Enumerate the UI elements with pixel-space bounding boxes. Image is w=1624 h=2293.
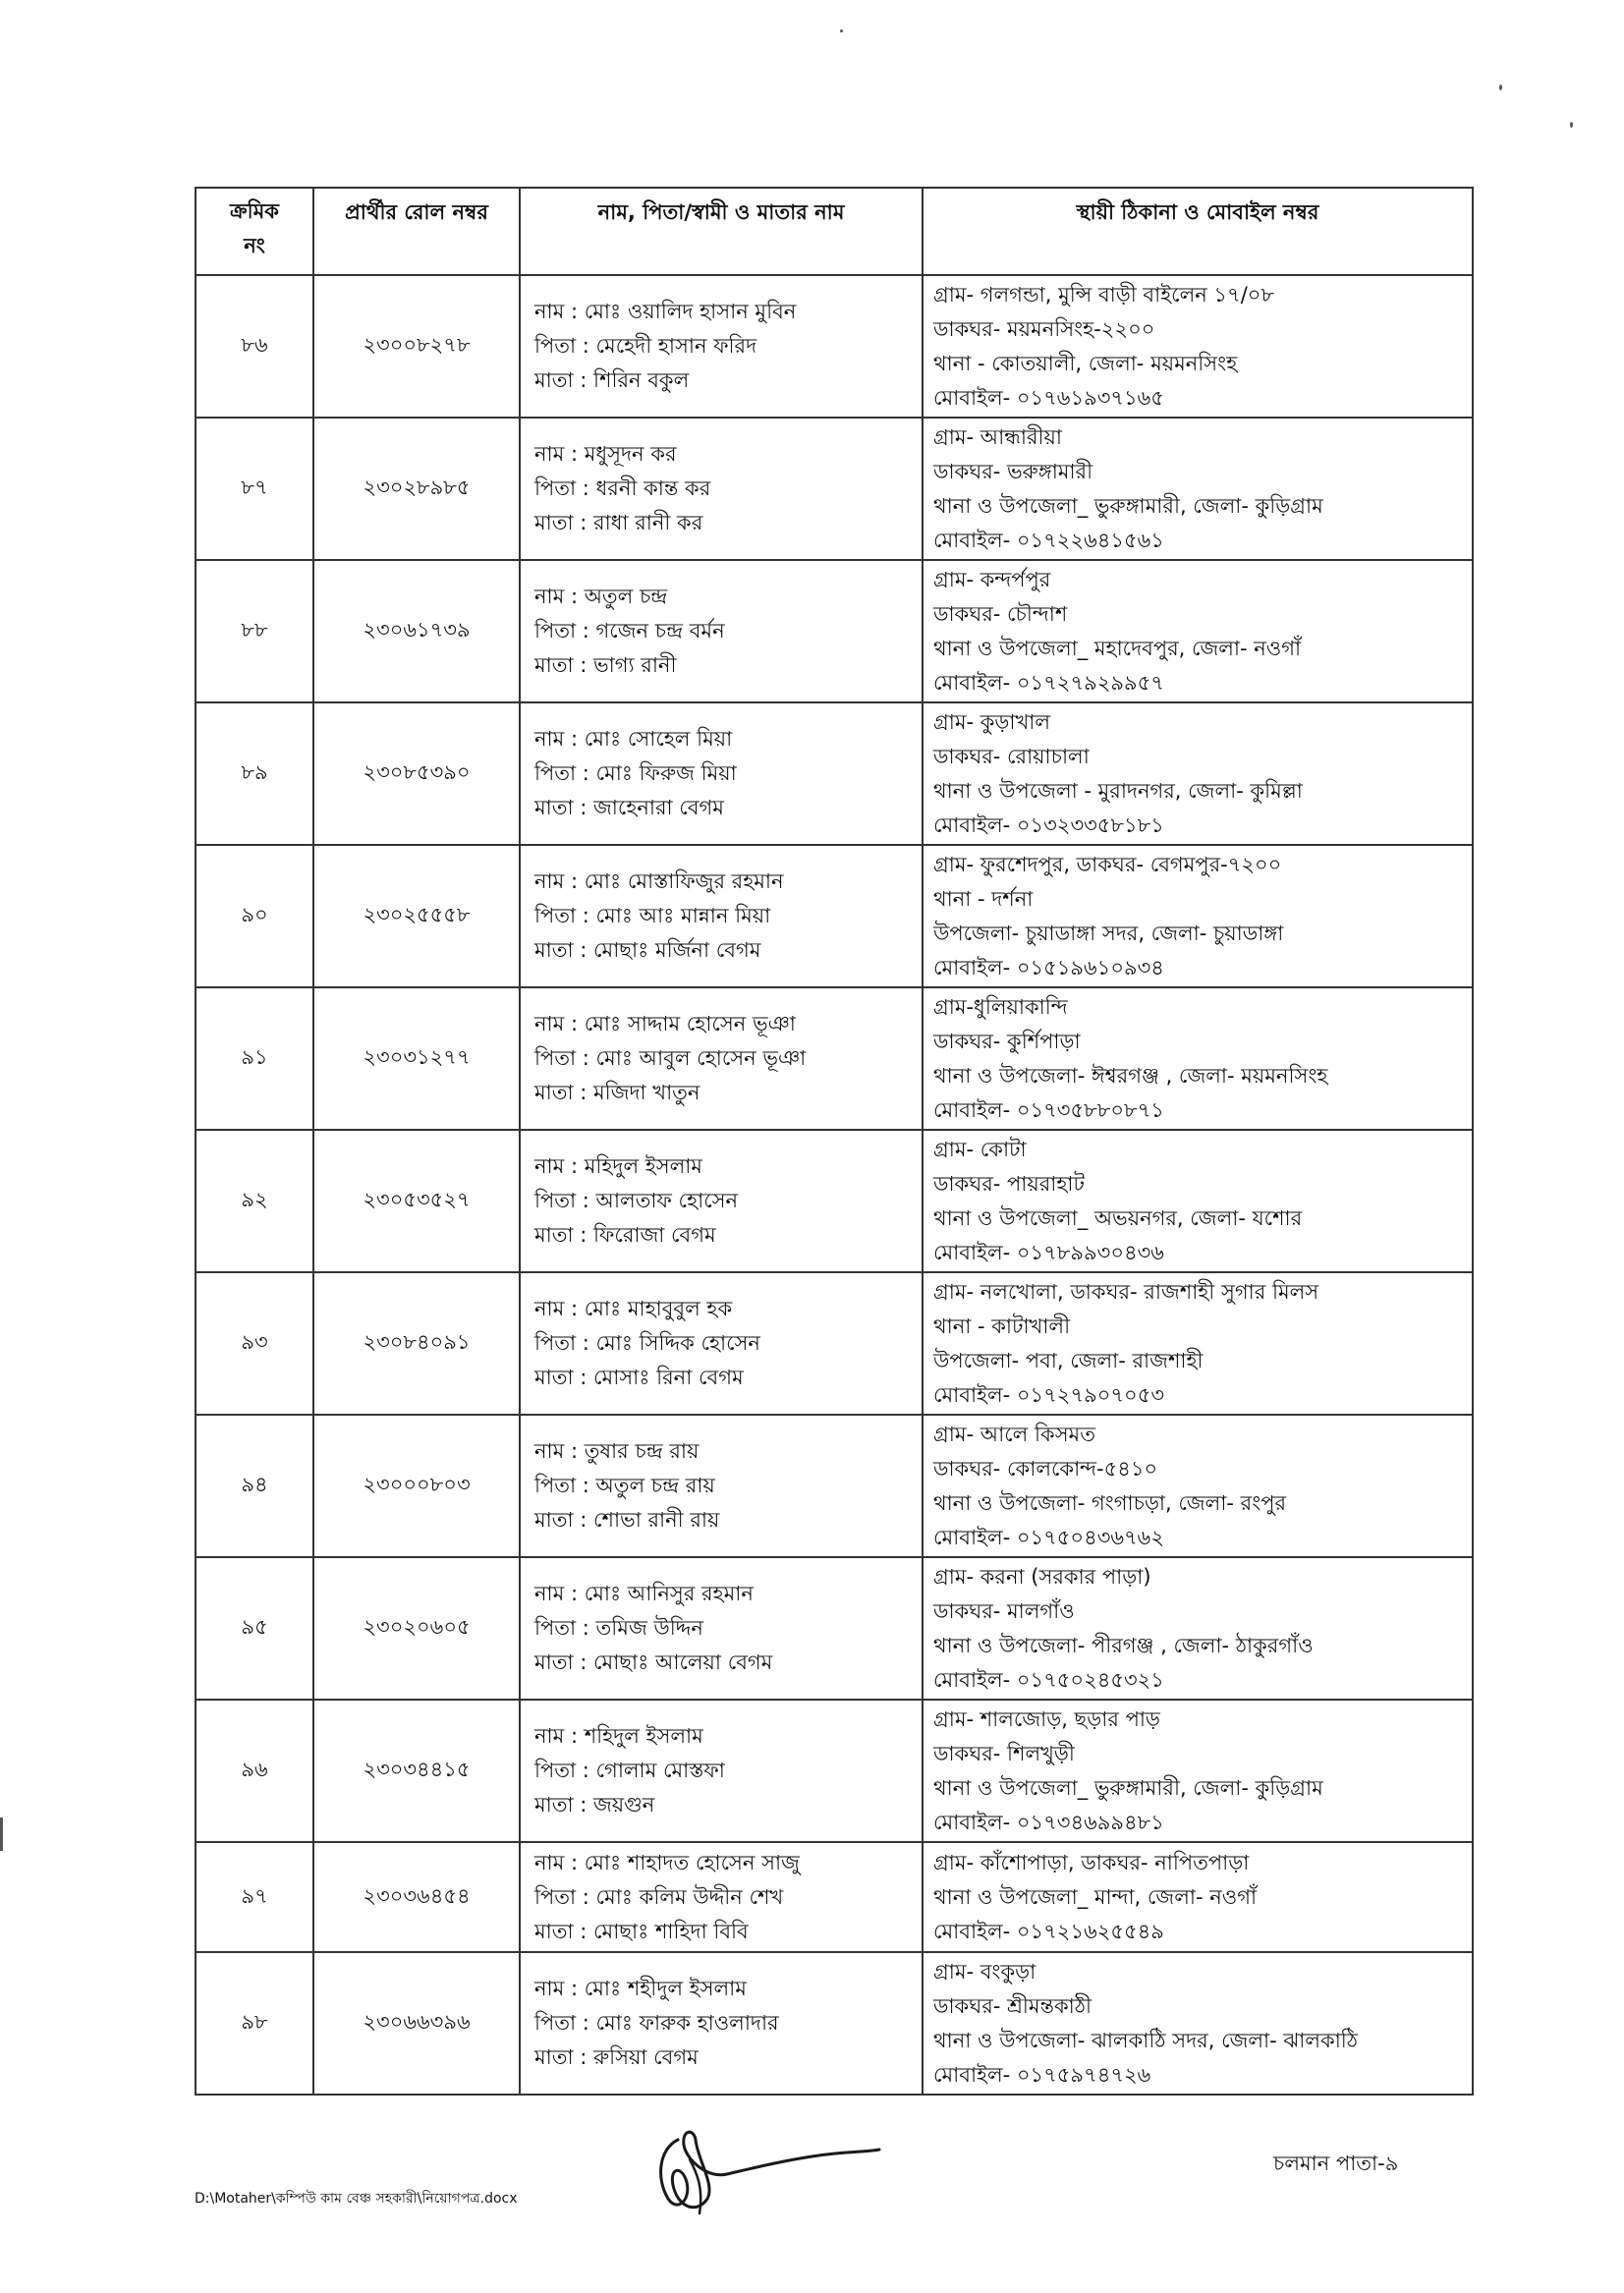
table-row xyxy=(196,702,1473,845)
father-line: পিতা : মোঃ ফিরুজ মিয়া xyxy=(534,761,737,785)
serial-cell: ৯৮ xyxy=(196,1952,313,2095)
table-row xyxy=(196,418,1473,560)
address-cell xyxy=(923,1415,1473,1557)
mother-line: মাতা : শিরিন বকুল xyxy=(534,368,690,392)
mother-line: মাতা : মজিদা খাতুন xyxy=(534,1081,700,1104)
names-cell xyxy=(520,987,923,1130)
roll-cell: ২৩০৩৪৪১৫ xyxy=(313,1700,520,1842)
serial-cell: ৮৬ xyxy=(196,275,313,418)
address-line: থানা - কাটাখালী xyxy=(933,1314,1071,1338)
address-line: মোবাইল- ০১৭৩৪৬৯৯৪৮১ xyxy=(933,1810,1164,1834)
father-line: পিতা : মোঃ ফারুক হাওলাদার xyxy=(534,2011,779,2035)
names-cell xyxy=(520,1700,923,1842)
roll-cell: ২৩০০০৮০৩ xyxy=(313,1415,520,1557)
mother-line: মাতা : মোছাঃ মর্জিনা বেগম xyxy=(534,938,761,962)
names-cell xyxy=(520,1557,923,1700)
table-header-row xyxy=(196,188,1473,275)
roll-cell: ২৩০৫৩৫২৭ xyxy=(313,1130,520,1272)
address-cell xyxy=(923,1700,1473,1842)
mother-line: মাতা : জয়গুন xyxy=(534,1793,655,1817)
name-line: নাম : অতুল চন্দ্র xyxy=(534,585,668,608)
name-line: নাম : মোঃ সোহেল মিয়া xyxy=(534,727,733,751)
address-line: থানা ও উপজেলা_ অভয়নগর, জেলা- যশোর xyxy=(933,1205,1303,1230)
address-line: ডাকঘর- মালগাঁও xyxy=(933,1598,1075,1623)
father-line: পিতা : আলতাফ হোসেন xyxy=(534,1189,739,1212)
address-line: ডাকঘর- শ্রীমন্তকাঠী xyxy=(933,1993,1092,2018)
address-line: ডাকঘর- ভরুঙ্গামারী xyxy=(933,459,1093,483)
address-cell xyxy=(923,702,1473,845)
name-line: নাম : মোঃ মাহাবুবুল হক xyxy=(534,1297,733,1320)
name-line: নাম : মধুসূদন কর xyxy=(534,442,677,466)
father-line: পিতা : তমিজ উদ্দিন xyxy=(534,1616,703,1640)
address-line: গ্রাম- কাঁশোপাড়া, ডাকঘর- নাপিতপাড়া xyxy=(933,1850,1250,1874)
address-cell xyxy=(923,418,1473,560)
header-names: নাম, পিতা/স্বামী ও মাতার নাম xyxy=(520,188,923,275)
address-cell xyxy=(923,1557,1473,1700)
names-cell xyxy=(520,1130,923,1272)
serial-cell: ৯৫ xyxy=(196,1557,313,1700)
address-line: ডাকঘর- কোলকোন্দ-৫৪১০ xyxy=(933,1456,1158,1481)
address-cell xyxy=(923,1952,1473,2095)
table-row xyxy=(196,560,1473,702)
candidate-table xyxy=(195,187,1474,2096)
address-cell xyxy=(923,1842,1473,1952)
roll-cell: ২৩০২৫৫৫৮ xyxy=(313,845,520,987)
name-line: নাম : মোঃ শাহাদত হোসেন সাজু xyxy=(534,1850,800,1874)
address-cell xyxy=(923,1272,1473,1415)
serial-cell: ৯২ xyxy=(196,1130,313,1272)
father-line: পিতা : মোঃ আঃ মান্নান মিয়া xyxy=(534,904,771,927)
names-cell xyxy=(520,702,923,845)
address-line: থানা ও উপজেলা_ মান্দা, জেলা- নওগাঁ xyxy=(933,1884,1258,1909)
scan-speck xyxy=(1570,122,1573,128)
address-cell xyxy=(923,275,1473,418)
serial-cell: ৯৭ xyxy=(196,1842,313,1952)
serial-cell: ৯৪ xyxy=(196,1415,313,1557)
roll-cell: ২৩০৮৫৩৯০ xyxy=(313,702,520,845)
address-line: গ্রাম- আলে কিসমত xyxy=(933,1422,1095,1446)
table-row xyxy=(196,1842,1473,1952)
header-roll: প্রার্থীর রোল নম্বর xyxy=(313,188,520,275)
table-row xyxy=(196,1557,1473,1700)
names-cell xyxy=(520,275,923,418)
address-line: গ্রাম- কন্দর্পপুর xyxy=(933,567,1051,591)
names-cell xyxy=(520,1272,923,1415)
address-line: ডাকঘর- পায়রাহাট xyxy=(933,1171,1085,1196)
serial-cell: ৮৮ xyxy=(196,560,313,702)
address-line: থানা - কোতয়ালী, জেলা- ময়মনসিংহ xyxy=(933,351,1238,375)
header-serial xyxy=(196,188,313,275)
address-line: মোবাইল- ০১৭৮৯৯৩০৪৩৬ xyxy=(933,1240,1164,1264)
roll-cell: ২৩০৬৬৩৯৬ xyxy=(313,1952,520,2095)
mother-line: মাতা : জাহেনারা বেগম xyxy=(534,796,724,819)
serial-cell: ৮৭ xyxy=(196,418,313,560)
table-row xyxy=(196,1272,1473,1415)
serial-cell: ৯৩ xyxy=(196,1272,313,1415)
name-line: নাম : মোঃ সাদ্দাম হোসেন ভূঞা xyxy=(534,1012,796,1035)
address-line: ডাকঘর- ময়মনসিংহ-২২০০ xyxy=(933,316,1155,341)
names-cell xyxy=(520,845,923,987)
mother-line: মাতা : মোসাঃ রিনা বেগম xyxy=(534,1366,744,1389)
roll-cell: ২৩০৩১২৭৭ xyxy=(313,987,520,1130)
name-line: নাম : মোঃ আনিসুর রহমান xyxy=(534,1582,754,1605)
address-cell xyxy=(923,560,1473,702)
address-line: মোবাইল- ০১৩২৩৩৫৮১৮১ xyxy=(933,812,1164,837)
address-line: উপজেলা- চুয়াডাঙ্গা সদর, জেলা- চুয়াডাঙ্গা xyxy=(933,921,1284,945)
names-cell xyxy=(520,560,923,702)
address-line: গ্রাম- শালজোড়, ছড়ার পাড় xyxy=(933,1706,1160,1731)
table-row xyxy=(196,845,1473,987)
address-line: ডাকঘর- কুর্শিপাড়া xyxy=(933,1029,1081,1053)
address-line: গ্রাম- গলগন্ডা, মুন্সি বাড়ী বাইলেন ১৭/০৮ xyxy=(933,282,1275,307)
address-line: মোবাইল- ০১৭৫৯৭৪৭২৬ xyxy=(933,2062,1151,2087)
father-line: পিতা : মোঃ আবুল হোসেন ভূঞা xyxy=(534,1046,807,1070)
mother-line: মাতা : ভাগ্য রানী xyxy=(534,653,677,677)
address-line: গ্রাম-ধুলিয়াকান্দি xyxy=(933,994,1068,1019)
scan-speck xyxy=(1499,84,1502,90)
mother-line: মাতা : শোভা রানী রায় xyxy=(534,1508,720,1532)
father-line: পিতা : অতুল চন্দ্র রায় xyxy=(534,1474,715,1497)
address-line: মোবাইল- ০১৭২৭৯০৭০৫৩ xyxy=(933,1382,1164,1407)
address-line: ডাকঘর- রোয়াচালা xyxy=(933,744,1090,768)
address-line: মোবাইল- ০১৭২২৬৪১৫৬১ xyxy=(933,528,1164,552)
names-cell xyxy=(520,1415,923,1557)
mother-line: মাতা : রাধা রানী কর xyxy=(534,511,703,534)
name-line: নাম : মোঃ মোস্তাফিজুর রহমান xyxy=(534,869,784,893)
roll-cell: ২৩০০৮২৭৮ xyxy=(313,275,520,418)
address-line: উপজেলা- পবা, জেলা- রাজশাহী xyxy=(933,1348,1204,1372)
name-line: নাম : মহিদুল ইসলাম xyxy=(534,1154,702,1178)
header-address: স্থায়ী ঠিকানা ও মোবাইল নম্বর xyxy=(923,188,1473,275)
address-line: গ্রাম- আন্ধারীয়া xyxy=(933,424,1062,449)
address-line: ডাকঘর- শিলখুড়ী xyxy=(933,1741,1075,1765)
names-cell xyxy=(520,418,923,560)
table-row xyxy=(196,987,1473,1130)
address-line: ডাকঘর- চৌন্দাশ xyxy=(933,601,1068,626)
address-line: গ্রাম- বংকুড়া xyxy=(933,1959,1036,1984)
name-line: নাম : তুষার চন্দ্র রায় xyxy=(534,1439,700,1463)
serial-cell: ৯০ xyxy=(196,845,313,987)
address-line: থানা ও উপজেলা- গংগাচড়া, জেলা- রংপুর xyxy=(933,1490,1287,1515)
names-cell xyxy=(520,1842,923,1952)
roll-cell: ২৩০৬১৭৩৯ xyxy=(313,560,520,702)
roll-cell: ২৩০৮৪০৯১ xyxy=(313,1272,520,1415)
table-row xyxy=(196,1130,1473,1272)
roll-cell: ২৩০২০৬০৫ xyxy=(313,1557,520,1700)
address-line: গ্রাম- কুড়াখাল xyxy=(933,709,1051,734)
address-line: মোবাইল- ০১৭৬১৯৩৭১৬৫ xyxy=(933,385,1164,410)
signature-mark xyxy=(639,2120,894,2228)
footer-file-path: D:\Motaher\কম্পিউ কাম বেঞ্চ সহকারী\নিয়োগপত্র.docx xyxy=(195,2191,518,2207)
header-serial-line1: ক্রমিক xyxy=(230,199,279,223)
mother-line: মাতা : রুসিয়া বেগম xyxy=(534,2045,699,2069)
father-line: পিতা : মেহেদী হাসান ফরিদ xyxy=(534,334,757,358)
address-line: গ্রাম- করনা (সরকার পাড়া) xyxy=(933,1564,1151,1589)
header-serial-line2: নং xyxy=(244,234,265,257)
address-line: থানা ও উপজেলা - মুরাদনগর, জেলা- কুমিল্লা xyxy=(933,778,1303,803)
table-row xyxy=(196,1700,1473,1842)
address-line: থানা ও উপজেলা- পীরগঞ্জ , জেলা- ঠাকুরগাঁও xyxy=(933,1633,1314,1657)
address-line: থানা ও উপজেলা_ ভুরুঙ্গামারী, জেলা- কুড়িগ্রাম xyxy=(933,1775,1323,1800)
serial-cell: ৮৯ xyxy=(196,702,313,845)
serial-cell: ৯৬ xyxy=(196,1700,313,1842)
father-line: পিতা : গোলাম মোস্তফা xyxy=(534,1759,725,1782)
address-line: মোবাইল- ০১৭২১৬২৫৫৪৯ xyxy=(933,1919,1164,1943)
address-line: গ্রাম- নলখোলা, ডাকঘর- রাজশাহী সুগার মিলস xyxy=(933,1279,1319,1304)
address-line: থানা ও উপজেলা_ মহাদেবপুর, জেলা- নওগাঁ xyxy=(933,636,1302,660)
address-line: মোবাইল- ০১৭২৭৯২৯৯৫৭ xyxy=(933,670,1164,695)
address-line: থানা ও উপজেলা- ঈশ্বরগঞ্জ , জেলা- ময়মনসিংহ xyxy=(933,1063,1328,1088)
father-line: পিতা : মোঃ সিদ্দিক হোসেন xyxy=(534,1331,760,1355)
table-row xyxy=(196,1415,1473,1557)
serial-cell: ৯১ xyxy=(196,987,313,1130)
signature xyxy=(639,2120,894,2232)
roll-cell: ২৩০৩৬৪৫৪ xyxy=(313,1842,520,1952)
father-line: পিতা : গজেন চন্দ্র বর্মন xyxy=(534,619,725,643)
footer-page-label: চলমান পাতা-৯ xyxy=(1273,2152,1399,2175)
table-body xyxy=(196,275,1473,2095)
mother-line: মাতা : মোছাঃ শাহিদা বিবি xyxy=(534,1919,749,1943)
mother-line: মাতা : মোছাঃ আলেয়া বেগম xyxy=(534,1650,773,1674)
mother-line: মাতা : ফিরোজা বেগম xyxy=(534,1223,716,1247)
address-line: থানা ও উপজেলা- ঝালকাঠি সদর, জেলা- ঝালকাঠি xyxy=(933,2028,1359,2052)
table-row xyxy=(196,275,1473,418)
roll-cell: ২৩০২৮৯৮৫ xyxy=(313,418,520,560)
address-line: থানা - দর্শনা xyxy=(933,886,1034,911)
name-line: নাম : মোঃ ওয়ালিদ হাসান মুবিন xyxy=(534,300,797,323)
address-line: গ্রাম- কোটা xyxy=(933,1137,1027,1161)
father-line: পিতা : ধরনী কান্ত কর xyxy=(534,476,711,500)
table-row xyxy=(196,1952,1473,2095)
father-line: পিতা : মোঃ কলিম উদ্দীন শেখ xyxy=(534,1884,784,1909)
address-line: মোবাইল- ০১৭৫০২৪৫৩২১ xyxy=(933,1667,1164,1692)
address-cell xyxy=(923,1130,1473,1272)
name-line: নাম : মোঃ শহীদুল ইসলাম xyxy=(534,1977,747,2000)
address-line: থানা ও উপজেলা_ ভুরুঙ্গামারী, জেলা- কুড়িগ্রাম xyxy=(933,493,1323,518)
scan-speck xyxy=(840,29,843,32)
address-line: মোবাইল- ০১৫১৯৬১০৯৩৪ xyxy=(933,955,1164,979)
name-line: নাম : শহিদুল ইসলাম xyxy=(534,1724,703,1748)
address-line: গ্রাম- ফুরশেদপুর, ডাকঘর- বেগমপুর-৭২০০ xyxy=(933,852,1282,876)
address-cell xyxy=(923,987,1473,1130)
names-cell xyxy=(520,1952,923,2095)
address-cell xyxy=(923,845,1473,987)
address-line: মোবাইল- ০১৭৩৫৮৮০৮৭১ xyxy=(933,1097,1164,1122)
address-line: মোবাইল- ০১৭৫০৪৩৬৭৬২ xyxy=(933,1525,1164,1549)
scan-edge-mark xyxy=(0,1818,3,1851)
